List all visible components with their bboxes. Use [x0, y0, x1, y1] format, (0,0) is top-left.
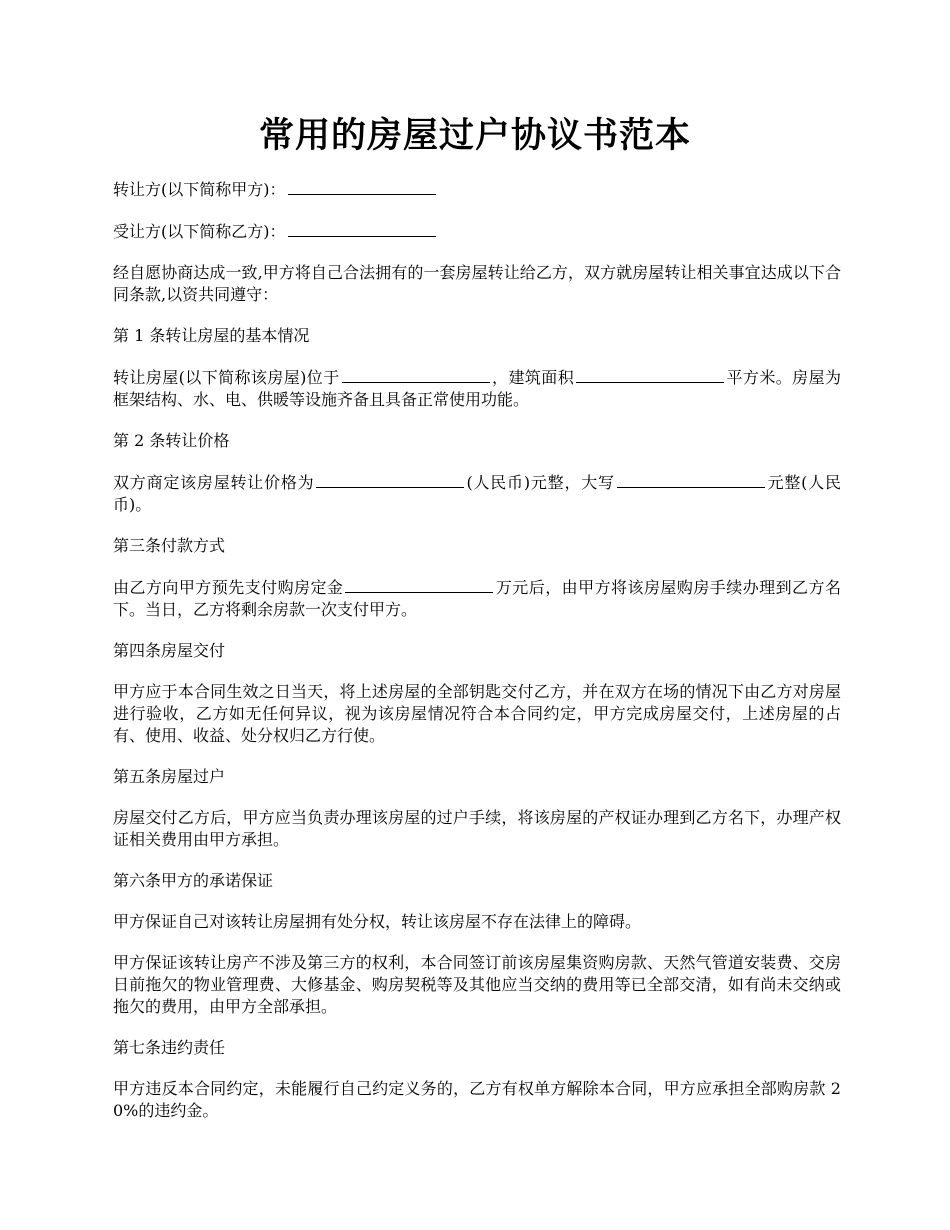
article-3-text-a: 由乙方向甲方预先支付购房定金 — [113, 578, 344, 597]
article-1-text-a: 转让房屋(以下简称该房屋)位于 — [113, 368, 340, 387]
article-3-text-b: 万元后，由甲方将该房屋购房手续办理到乙方名下。当日，乙方将剩余房款一次支付甲方。 — [113, 578, 841, 619]
transferee-line — [113, 220, 841, 243]
document-title: 常用的房屋过户协议书范本 — [258, 115, 691, 156]
document-body — [113, 178, 841, 1141]
article-1-text-c: 平方米。房屋为框架结构、水、电、供暖等设施齐备且具备正常使用功能。 — [113, 368, 841, 409]
preamble-paragraph: 经自愿协商达成一致,甲方将自己合法拥有的一套房屋转让给乙方，双方就房屋转让相关事宜达成以下合同条款,以资共同遵守： — [113, 263, 841, 304]
price-blank — [316, 471, 464, 488]
transferor-blank — [288, 178, 436, 195]
area-blank — [576, 366, 724, 383]
article-1-heading: 第 1 条转让房屋的基本情况 — [113, 326, 310, 345]
article-2-text-b: (人民币)元整，大写 — [466, 473, 615, 492]
article-2-paragraph — [113, 471, 841, 516]
transferor-label: 转让方(以下简称甲方)： — [113, 180, 286, 199]
article-2-text-a: 双方商定该房屋转让价格为 — [113, 473, 315, 492]
article-4-paragraph: 甲方应于本合同生效之日当天，将上述房屋的全部钥匙交付乙方，并在双方在场的情况下由乙方对房屋进行验收，乙方如无任何异议，视为该房屋情况符合本合同约定，甲方完成房屋交付，上述房屋的占有、使用、收益、处分权归乙方行使。 — [113, 682, 841, 745]
article-2-heading: 第 2 条转让价格 — [113, 431, 230, 450]
transferor-line — [113, 178, 841, 201]
article-1-paragraph — [113, 366, 841, 411]
article-5-paragraph: 房屋交付乙方后，甲方应当负责办理该房屋的过户手续，将该房屋的产权证办理到乙方名下，办理产权证相关费用由甲方承担。 — [113, 808, 841, 849]
article-7-paragraph: 甲方违反本合同约定，未能履行自己约定义务的，乙方有权单方解除本合同，甲方应承担全部购房款 20%的违约金。 — [113, 1079, 841, 1120]
article-1-text-b: ，建筑面积 — [491, 368, 575, 387]
article-7-heading: 第七条违约责任 — [113, 1038, 226, 1057]
transferee-blank — [288, 220, 436, 237]
article-3-paragraph — [113, 576, 841, 621]
article-2-text-c: 元整(人民币)。 — [113, 473, 841, 514]
price-words-blank — [617, 471, 765, 488]
article-5-heading: 第五条房屋过户 — [113, 767, 226, 786]
transferee-label: 受让方(以下简称乙方)： — [113, 222, 286, 241]
location-blank — [342, 366, 490, 383]
article-6-paragraph-2: 甲方保证该转让房产不涉及第三方的权利，本合同签订前该房屋集资购房款、天然气管道安装费、交房日前拖欠的物业管理费、大修基金、购房契税等及其他应当交纳的费用等已全部交清，如有尚未交纳或拖欠的费用，由甲方全部承担。 — [113, 953, 841, 1016]
article-3-heading: 第三条付款方式 — [113, 536, 226, 555]
article-6-heading: 第六条甲方的承诺保证 — [113, 871, 274, 890]
deposit-blank — [345, 576, 493, 593]
article-6-paragraph-1: 甲方保证自己对该转让房屋拥有处分权，转让该房屋不存在法律上的障碍。 — [113, 912, 642, 931]
article-4-heading: 第四条房屋交付 — [113, 641, 226, 660]
